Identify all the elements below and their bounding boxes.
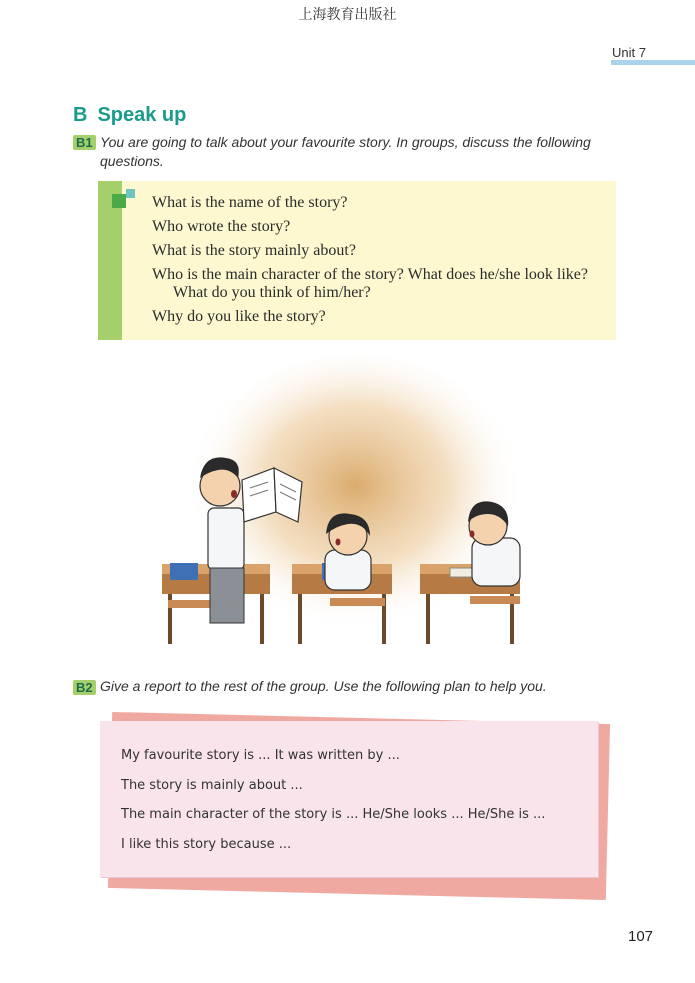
question-list <box>152 194 602 332</box>
plan-item: My favourite story is ... It was written by ... <box>121 748 400 763</box>
unit-bar <box>611 60 695 65</box>
b2-instruction: Give a report to the rest of the group. Use the following plan to help you. <box>100 678 547 694</box>
seated-girl <box>325 513 371 590</box>
decor-small-square-icon <box>126 189 135 198</box>
question-item: What is the name of the story? <box>152 194 348 211</box>
classroom-illustration <box>150 350 530 650</box>
b2-tag: B2 <box>73 680 96 695</box>
unit-label: Unit 7 <box>612 45 646 60</box>
plan-item: I like this story because ... <box>121 836 292 852</box>
question-item: Who is the main character of the story? What does he/she look like? What do you think of him/her? <box>152 266 588 301</box>
decor-square-icon <box>112 194 126 208</box>
b1-tag: B1 <box>73 135 96 150</box>
section-letter: B <box>73 104 88 126</box>
question-item: Who wrote the story? <box>152 218 291 235</box>
plan-item: The main character of the story is ... He/She looks ... He/She is ... <box>121 807 546 822</box>
publisher-header: 上海教育出版社 <box>298 7 397 23</box>
plan-item: The story is mainly about ... <box>121 777 303 793</box>
page-number: 107 <box>628 928 654 945</box>
question-item: What is the story mainly about? <box>152 242 356 259</box>
plan-list <box>121 747 545 865</box>
question-item: Why do you like the story? <box>152 308 326 325</box>
questions-box <box>98 181 616 340</box>
section-heading: Speak up <box>97 104 187 126</box>
plan-card <box>100 721 598 877</box>
section-title <box>73 104 186 127</box>
b1-instruction: You are going to talk about your favourite story. In groups, discuss the following questions. <box>100 134 591 169</box>
